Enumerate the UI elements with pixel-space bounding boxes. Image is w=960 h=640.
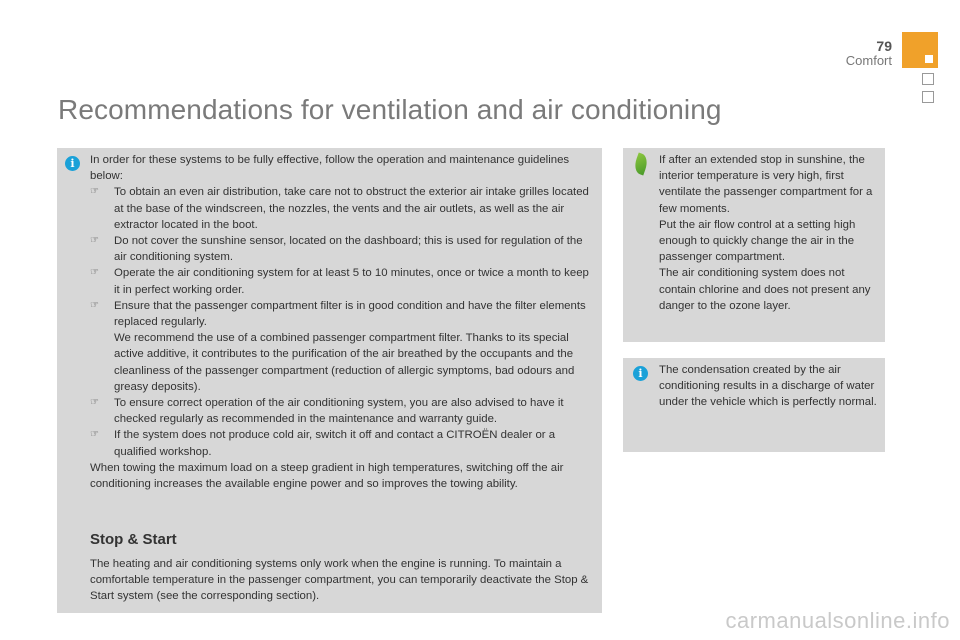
watermark-url[interactable]: carmanualsonline.info bbox=[725, 608, 950, 633]
bullet-hand-icon: ☞ bbox=[90, 299, 99, 311]
bullet-hand-icon: ☞ bbox=[90, 235, 99, 247]
condensation-info-panel bbox=[623, 358, 885, 452]
guideline-item bbox=[90, 395, 595, 427]
guideline-text: To obtain an even air distribution, take care not to obstruct the exterior air intake grilles located at the base of the windscreen, the nozzles, the vents and the air outlets, as well as the air extractor located in the boot. bbox=[114, 186, 589, 231]
guideline-list bbox=[90, 184, 595, 459]
eco-leaf-icon bbox=[632, 153, 650, 176]
intro-text: In order for these systems to be fully effective, follow the operation and maintenance guidelines below: bbox=[90, 154, 570, 183]
bullet-hand-icon: ☞ bbox=[90, 429, 99, 441]
guideline-item bbox=[90, 427, 595, 459]
guideline-text: If the system does not produce cold air, switch it off and contact a CITROËN dealer or a qualified workshop. bbox=[114, 429, 556, 458]
bullet-hand-icon: ☞ bbox=[90, 397, 99, 409]
page-number: 79 bbox=[876, 38, 892, 54]
page-title: Recommendations for ventilation and air conditioning bbox=[58, 94, 722, 125]
info-icon: i bbox=[633, 366, 648, 381]
section-tab-outline-1[interactable] bbox=[922, 73, 934, 85]
tab-dot bbox=[925, 55, 933, 63]
guideline-text: Operate the air conditioning system for at least 5 to 10 minutes, once or twice a month to keep it in perfect working order. bbox=[114, 267, 589, 296]
bullet-hand-icon: ☞ bbox=[90, 186, 99, 198]
stop-start-heading: Stop & Start bbox=[90, 531, 177, 548]
main-info-panel bbox=[57, 148, 602, 613]
guideline-text: Do not cover the sunshine sensor, located on the dashboard; this is used for regulation of the air conditioning system. bbox=[114, 235, 583, 264]
bullet-hand-icon: ☞ bbox=[90, 267, 99, 279]
guideline-item bbox=[90, 233, 595, 265]
section-label: Comfort bbox=[845, 53, 892, 68]
section-tab-active[interactable] bbox=[902, 32, 938, 68]
guideline-item bbox=[90, 265, 595, 297]
guideline-item bbox=[90, 298, 595, 395]
guideline-text: To ensure correct operation of the air conditioning system, you are also advised to have it checked regularly as recommended in the maintenance and warranty guide. bbox=[114, 397, 564, 426]
eco-tip-text: If after an extended stop in sunshine, the interior temperature is very high, first ventilate the passenger compartment for a few moments. Put the air flow control at a setting high enough to quickly change the air in the passenger compartment. The air conditioning system does not contain chlorine and does not present any danger to the ozone layer. bbox=[659, 154, 873, 312]
towing-note: When towing the maximum load on a steep gradient in high temperatures, switching off the air conditioning increases the available engine power and so improves the towing ability. bbox=[90, 461, 564, 491]
stop-start-text: The heating and air conditioning systems only work when the engine is running. To maintain a comfortable temperature in the passenger compartment, you can temporarily deactivate the Stop & Start system (see the corresponding section). bbox=[90, 558, 589, 603]
guideline-item bbox=[90, 184, 595, 233]
eco-tip-panel bbox=[623, 148, 885, 342]
main-info-body bbox=[90, 152, 595, 492]
guideline-text: Ensure that the passenger compartment filter is in good condition and have the filter elements replaced regularly. We recommend the use of a combined passenger compartment filter. Thanks to its special active additive, it contributes to the purification of the air breathed by the occupants and the cleanliness of the passenger compartment (reduction of allergic symptoms, bad odours and greasy deposits). bbox=[114, 299, 586, 393]
condensation-text: The condensation created by the air conditioning results in a discharge of water under the vehicle which is perfectly normal. bbox=[659, 364, 877, 409]
info-icon: i bbox=[65, 156, 80, 171]
section-tab-outline-2[interactable] bbox=[922, 91, 934, 103]
